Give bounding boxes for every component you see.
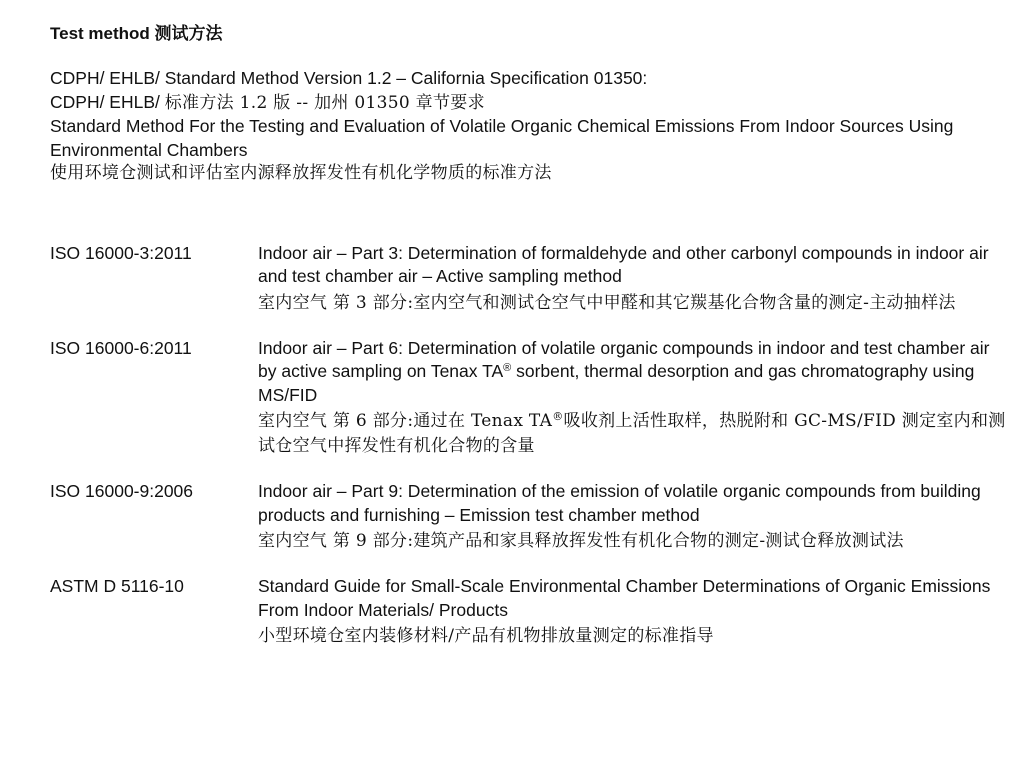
standard-description xyxy=(258,337,1008,460)
standard-title-cn: 室内空气 第 9 部分:建筑产品和家具释放挥发性有机化合物的测定-测试仓释放测试法 xyxy=(258,531,904,551)
intro-line-2-zh: 标准方法 1.2 版 -- 加州 01350 章节要求 xyxy=(164,92,485,113)
standard-entry xyxy=(50,242,1005,316)
standard-title-cn-part2: 吸收剂上活性取样，热脱附和 GC-MS/FID 测定室内和测试仓空气中挥发性有机化合物的含量 xyxy=(258,411,1006,456)
standard-title-cn: 小型环境仓室内装修材料/产品有机物排放量测定的标准指导 xyxy=(258,626,714,646)
intro-line-3: Standard Method For the Testing and Evaluation of Volatile Organic Chemical Emissions From Indoor Sources Using Environmental Chambers xyxy=(50,116,954,160)
document-page xyxy=(50,22,1005,649)
standard-title-cn-part1: 室内空气 第 6 部分:通过在 Tenax TA xyxy=(258,411,553,431)
standard-entry xyxy=(50,575,1005,649)
standard-description xyxy=(258,575,1008,649)
intro-line-2 xyxy=(50,91,1005,116)
intro-line-1: CDPH/ EHLB/ Standard Method Version 1.2 – California Specification 01350: xyxy=(50,68,648,88)
registered-mark: ® xyxy=(552,410,564,423)
standard-title-en-part1: Indoor air – Part 6: Determination of volatile organic compounds in indoor and test chamber air by active sampling on Tenax TA xyxy=(258,337,990,381)
standard-entry xyxy=(50,337,1005,460)
standard-title-cn: 室内空气 第 3 部分:室内空气和测试仓空气中甲醛和其它羰基化合物含量的测定-主动抽样法 xyxy=(258,292,956,313)
standard-entry xyxy=(50,480,1005,554)
standard-title-en xyxy=(258,337,1008,408)
standard-title-en: Standard Guide for Small-Scale Environmental Chamber Determinations of Organic Emissions From Indoor Materials/ Products xyxy=(258,576,991,620)
standard-title-en: Indoor air – Part 9: Determination of the emission of volatile organic compounds from building products and furnishing – Emission test chamber method xyxy=(258,481,981,525)
standards-list xyxy=(50,242,1005,650)
standard-code: ASTM D 5116-10 xyxy=(50,576,184,596)
standard-code: ISO 16000-6:2011 xyxy=(50,337,192,358)
standard-description xyxy=(258,242,1008,316)
standard-title-en: Indoor air – Part 3: Determination of formaldehyde and other carbonyl compounds in indoor air and test chamber air – Active sampling method xyxy=(258,242,989,286)
standard-description xyxy=(258,480,1008,554)
intro-line-4: 使用环境仓测试和评估室内源释放挥发性有机化学物质的标准方法 xyxy=(50,163,552,183)
standard-code: ISO 16000-3:2011 xyxy=(50,242,192,263)
intro-line-2-prefix: CDPH/ EHLB/ xyxy=(50,91,165,112)
standard-title-en-part2: sorbent, thermal desorption and gas chromatography using MS/FID xyxy=(258,361,975,405)
standard-code: ISO 16000-9:2006 xyxy=(50,481,194,501)
page-heading: Test method 测试方法 xyxy=(50,24,223,43)
standard-title-cn xyxy=(258,409,1008,459)
registered-mark: ® xyxy=(503,362,512,374)
intro-block xyxy=(50,67,1005,186)
